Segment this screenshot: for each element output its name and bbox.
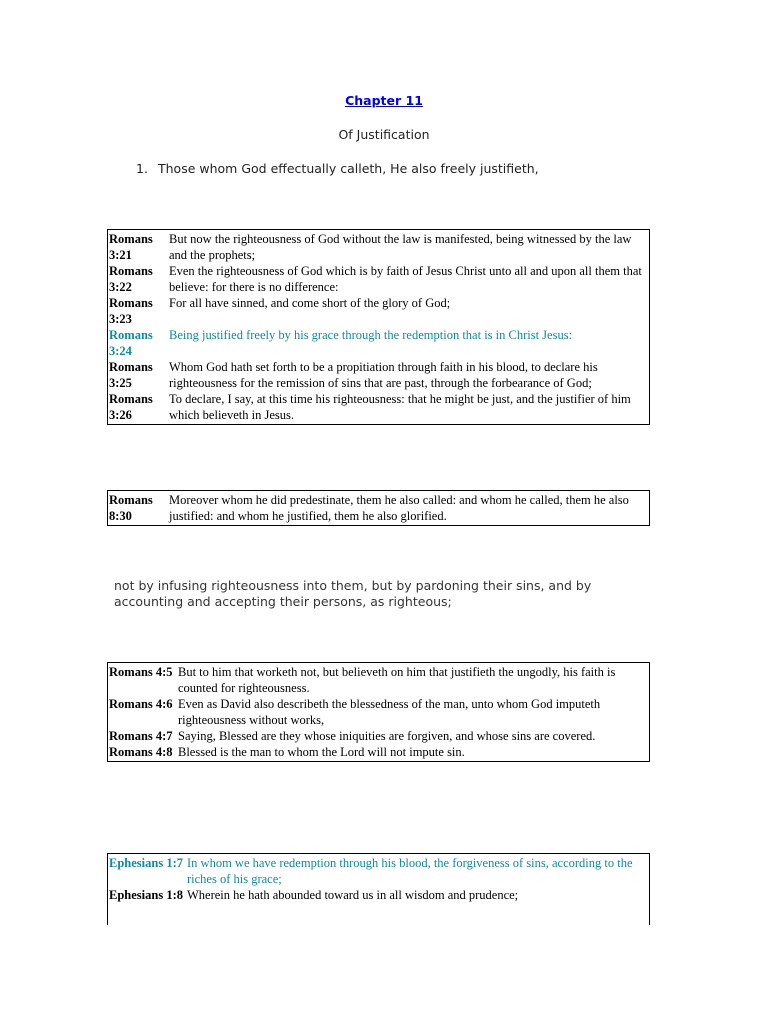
verse-text: Moreover whom he did predestinate, them he also called: and whom he called, them he also justified: and whom he justified, them he also glorified. — [169, 493, 629, 523]
verse-text: Saying, Blessed are they whose iniquities are forgiven, and whose sins are covered. — [178, 729, 596, 743]
verse-text: Being justified freely by his grace through the redemption that is in Christ Jesus: — [169, 328, 573, 342]
verse-row — [108, 744, 649, 760]
verse-row — [108, 231, 649, 263]
verse-row — [108, 492, 649, 524]
point-text: Those whom God effectually calleth, He also freely justifieth, — [158, 161, 539, 176]
verse-row — [108, 391, 649, 423]
verse-reference: Romans 8:30 — [109, 493, 153, 523]
verse-text: Wherein he hath abounded toward us in all wisdom and prudence; — [187, 888, 519, 902]
verse-reference: Romans 4:8 — [109, 745, 173, 759]
verse-row — [108, 664, 649, 696]
verse-reference: Romans 3:21 — [109, 232, 153, 262]
confession-paragraph: not by infusing righteousness into them, but by pardoning their sins, and by accounting and accepting their persons, as righteous; — [114, 578, 592, 609]
verse-text: But now the righteousness of God without the law is manifested, being witnessed by the law and the prophets; — [169, 232, 632, 262]
verse-table — [107, 662, 650, 762]
verse-text: Even the righteousness of God which is by faith of Jesus Christ unto all and upon all them that believe: for there is no difference: — [169, 264, 642, 294]
verse-row — [108, 696, 649, 728]
verse-table — [107, 490, 650, 526]
verse-text: Blessed is the man to whom the Lord will not impute sin. — [178, 745, 465, 759]
verse-row-highlighted — [108, 855, 649, 887]
verse-reference: Romans 3:24 — [109, 328, 153, 358]
verse-row — [108, 887, 649, 903]
verse-reference: Romans 4:7 — [109, 729, 173, 743]
verse-row — [108, 728, 649, 744]
verse-table — [107, 853, 650, 925]
verse-reference: Ephesians 1:7 — [109, 856, 183, 870]
verse-text: For all have sinned, and come short of the glory of God; — [169, 296, 451, 310]
verse-text: Even as David also describeth the blessedness of the man, unto whom God imputeth righteousness without works, — [178, 697, 601, 727]
verse-text: To declare, I say, at this time his righteousness: that he might be just, and the justifier of him which believeth in Jesus. — [169, 392, 631, 422]
verse-text: In whom we have redemption through his blood, the forgiveness of sins, according to the riches of his grace; — [187, 856, 633, 886]
verse-row — [108, 359, 649, 391]
verse-reference: Romans 3:25 — [109, 360, 153, 390]
verse-reference: Romans 3:23 — [109, 296, 153, 326]
chapter-link[interactable]: Chapter 11 — [345, 93, 423, 108]
confession-point — [136, 161, 539, 176]
verse-reference: Ephesians 1:8 — [109, 888, 183, 902]
verse-table — [107, 229, 650, 425]
chapter-subtitle: Of Justification — [338, 127, 430, 142]
point-number: 1. — [136, 161, 148, 176]
verse-reference: Romans 4:5 — [109, 665, 173, 679]
verse-row — [108, 263, 649, 295]
verse-text: Whom God hath set forth to be a propitiation through faith in his blood, to declare his righteousness for the remission of sins that are past, through the forbearance of God; — [169, 360, 598, 390]
verse-row — [108, 295, 649, 327]
verse-reference: Romans 3:26 — [109, 392, 153, 422]
verse-reference: Romans 4:6 — [109, 697, 173, 711]
verse-row-highlighted — [108, 327, 649, 359]
verse-reference: Romans 3:22 — [109, 264, 153, 294]
verse-text: But to him that worketh not, but believeth on him that justifieth the ungodly, his faith is counted for righteousness. — [178, 665, 616, 695]
